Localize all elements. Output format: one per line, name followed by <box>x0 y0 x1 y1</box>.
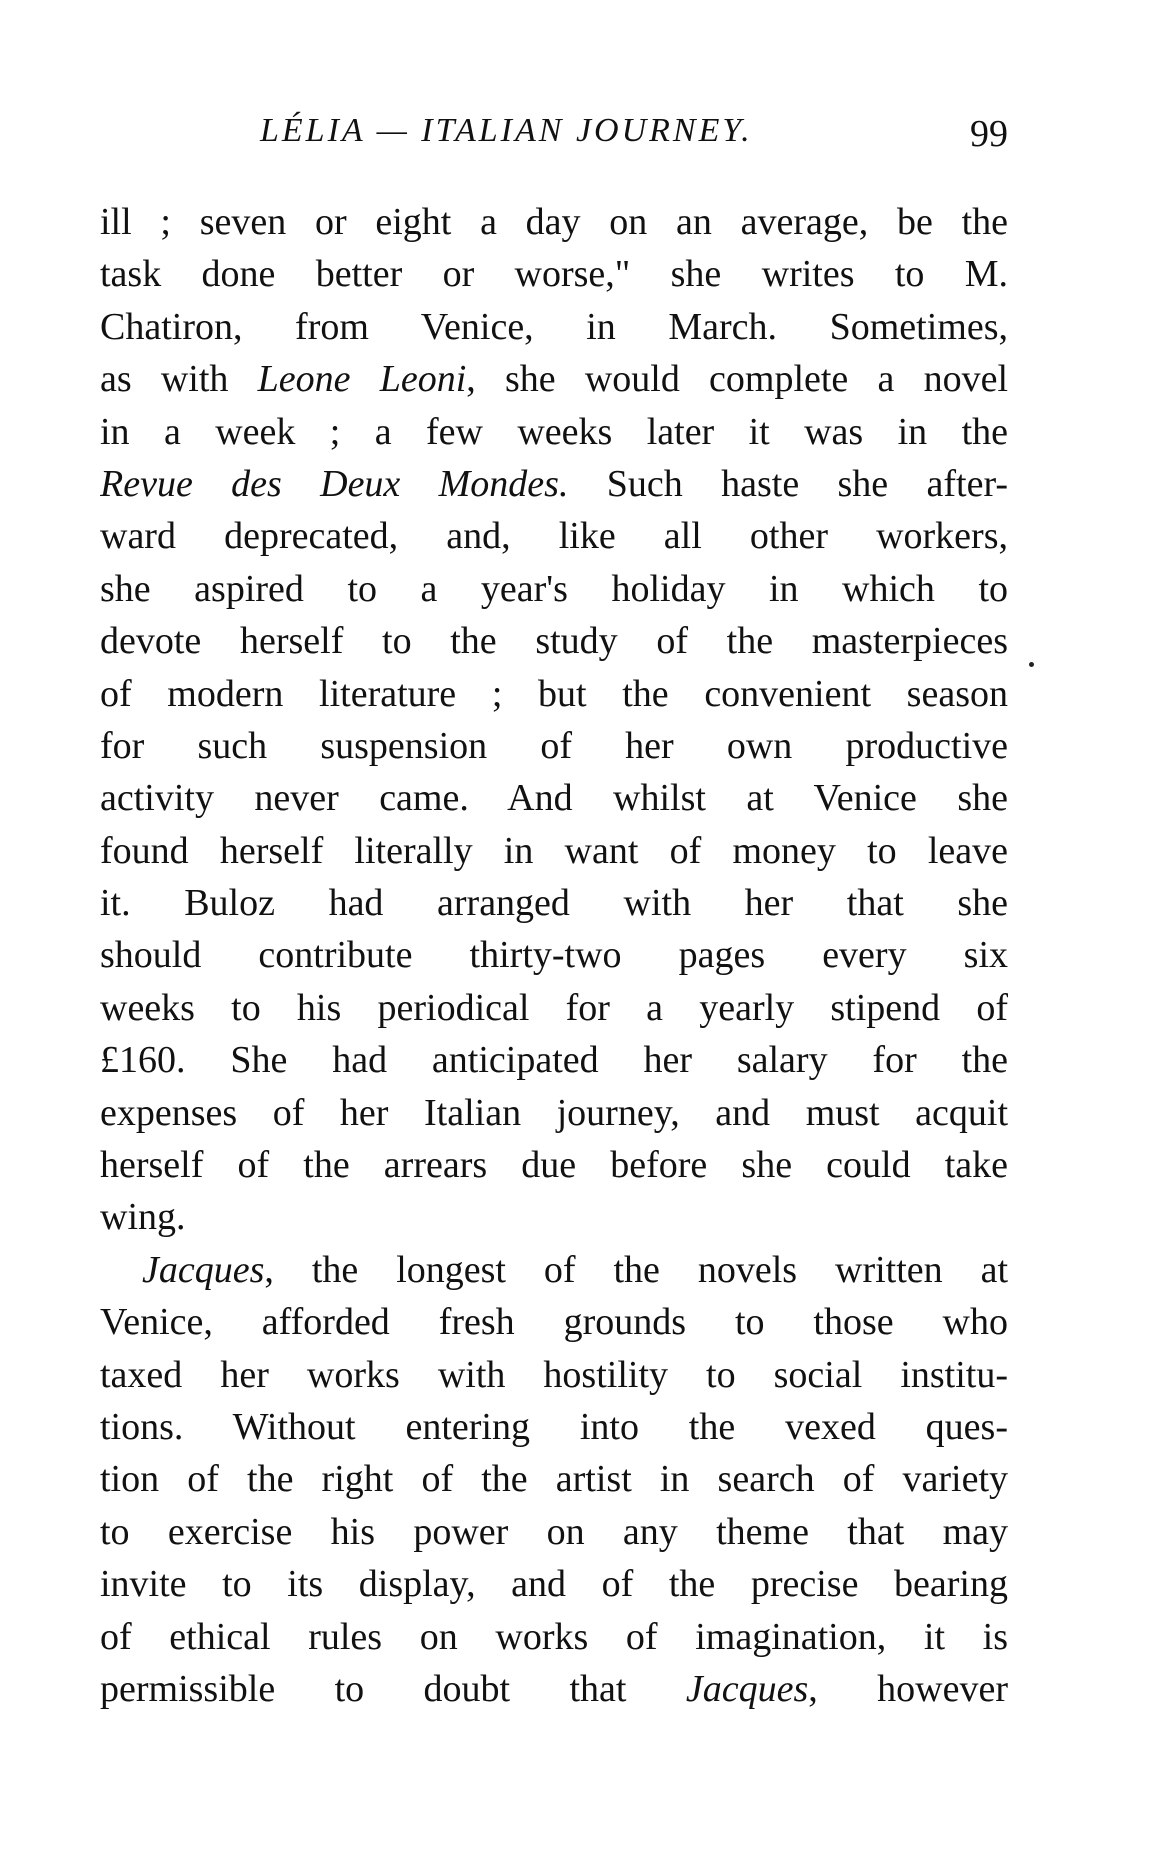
title-revue-des-deux-mondes: Revue des Deux Mondes. <box>100 462 569 505</box>
page-number: 99 <box>970 113 1008 155</box>
text-segment: as with <box>100 358 258 401</box>
text-line: ward deprecated, and, like all other workers, <box>100 515 1008 558</box>
title-jacques: Jacques <box>142 1248 265 1291</box>
title-leone-leoni: Leone Leoni <box>257 358 467 401</box>
text-segment: permissible to doubt that <box>100 1667 686 1710</box>
text-line: found herself literally in want of money to leave <box>100 829 1008 872</box>
text-line: of ethical rules on works of imagination, it is <box>100 1615 1008 1658</box>
text-segment: , however <box>808 1667 1008 1710</box>
text-line: activity never came. And whilst at Venice she <box>100 777 1008 820</box>
text-segment: , the longest of the novels written at <box>264 1248 1008 1291</box>
text-line: to exercise his power on any theme that may <box>100 1510 1008 1553</box>
text-line <box>100 353 1008 405</box>
text-line: devote herself to the study of the masterpieces <box>100 620 1008 663</box>
text-line: ill ; seven or eight a day on an average, be the <box>100 201 1008 243</box>
text-line: Chatiron, from Venice, in March. Sometimes, <box>100 305 1008 348</box>
text-line <box>100 458 1008 510</box>
text-line: £160. She had anticipated her salary for the <box>100 1039 1008 1082</box>
text-line: invite to its display, and of the precise bearing <box>100 1563 1008 1606</box>
text-line: tions. Without entering into the vexed ques- <box>100 1405 1008 1448</box>
body-text <box>100 196 1008 1715</box>
text-line: should contribute thirty-two pages every six <box>100 934 1008 977</box>
running-head <box>100 112 1008 162</box>
text-line: of modern literature ; but the convenient season <box>100 672 1008 715</box>
text-line: it. Buloz had arranged with her that she <box>100 882 1008 925</box>
text-line: she aspired to a year's holiday in which to <box>100 567 1008 610</box>
stray-mark <box>1029 662 1034 667</box>
text-segment: , she would complete a novel <box>466 358 1008 401</box>
title-jacques: Jacques <box>685 1667 809 1710</box>
text-line: weeks to his periodical for a yearly stipend of <box>100 986 1008 1029</box>
text-line: herself of the arrears due before she could take <box>100 1144 1008 1187</box>
text-line: for such suspension of her own productive <box>100 724 1008 767</box>
text-line <box>100 1244 1008 1296</box>
running-title: LÉLIA — ITALIAN JOURNEY. <box>260 112 753 149</box>
text-line: task done better or worse," she writes to M. <box>100 253 1008 296</box>
text-line: taxed her works with hostility to social institu- <box>100 1353 1008 1396</box>
text-line: wing. <box>100 1196 186 1239</box>
text-line: in a week ; a few weeks later it was in the <box>100 410 1008 453</box>
text-line: tion of the right of the artist in search of variety <box>100 1458 1008 1501</box>
text-line: expenses of her Italian journey, and must acquit <box>100 1091 1008 1134</box>
text-segment: Such haste she after- <box>568 462 1008 505</box>
text-line: Venice, afforded fresh grounds to those who <box>100 1301 1008 1344</box>
text-line <box>100 1663 1008 1715</box>
